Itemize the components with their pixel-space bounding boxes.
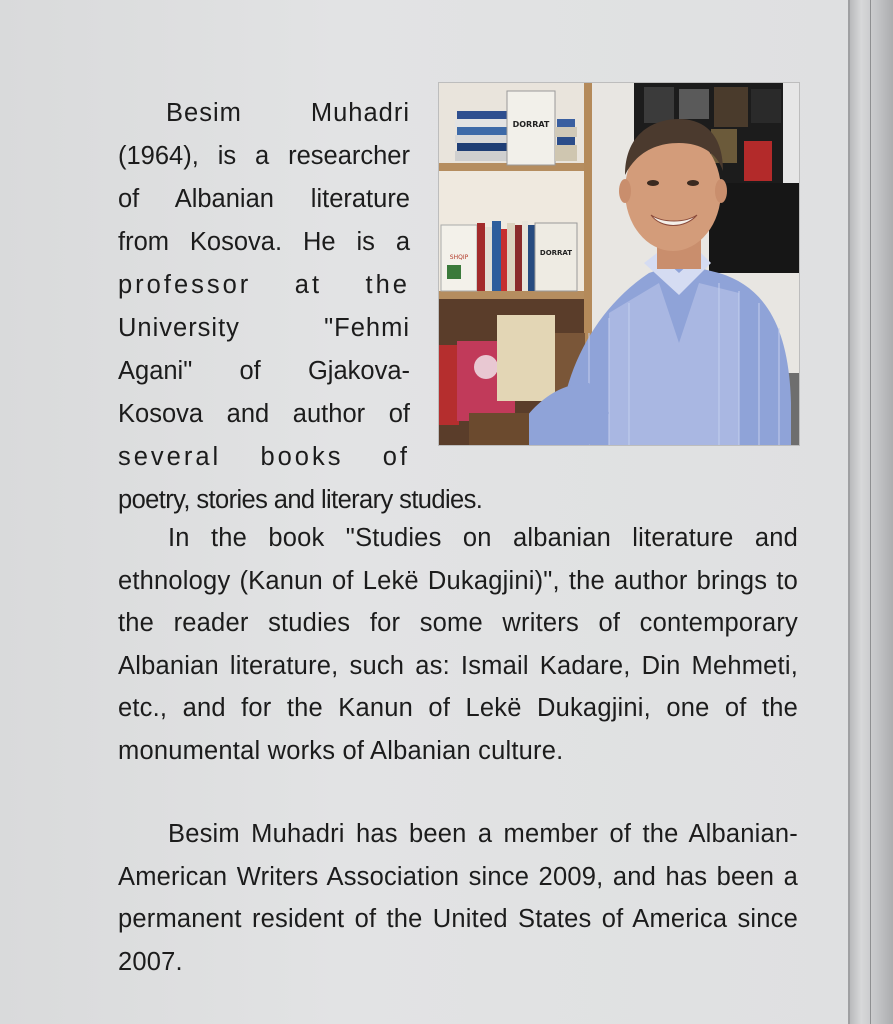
bio-line: of Albanian literature: [118, 185, 410, 213]
bio-line: from Kosova. He is a: [118, 228, 410, 256]
bio-line: several books of: [118, 443, 410, 471]
bio-line: Kosova and author of: [118, 400, 410, 428]
book-title-text-2: DORRAT: [539, 249, 573, 257]
bio-paragraph-2: In the book "Studies on albanian literature and ethnology (Kanun of Lekë Dukagjini)", the author brings to the reader studies for some writers of contemporary Albanian literature, such as: Ismail Kadare, Din Mehmeti, etc., and for the Kanun of Lekë Dukagjini, one of the monumental works of Albanian culture.: [118, 524, 798, 765]
bio-paragraph-3: Besim Muhadri has been a member of the Albanian-American Writers Association since 2009, and has been a permanent resident of the United States of America since 2007.: [118, 820, 798, 976]
bio-line: University "Fehmi: [118, 314, 410, 342]
spine-edge-line: [870, 0, 871, 1024]
author-photo-image: [439, 83, 799, 445]
shelf-book-label: SHQIP: [449, 254, 469, 261]
book-title-text: DORRAT: [512, 120, 550, 129]
author-photo: [438, 82, 800, 446]
bio-line: poetry, stories and literary studies.: [118, 486, 483, 514]
bio-line: professor at the: [118, 271, 410, 299]
bio-line: Agani" of Gjakova-: [118, 357, 410, 385]
bio-line: (1964), is a researcher: [118, 142, 410, 170]
bio-line: Besim Muhadri: [166, 99, 410, 127]
